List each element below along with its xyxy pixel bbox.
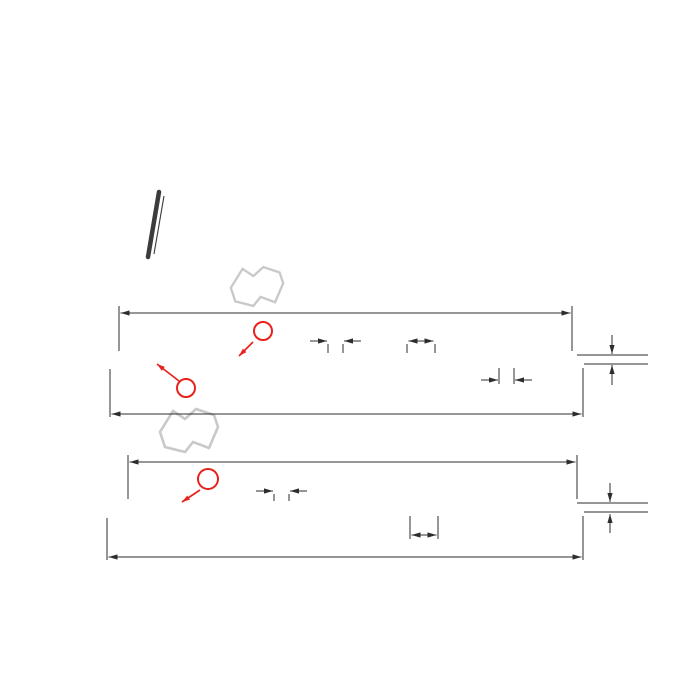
dimension-lines-bottom	[107, 455, 648, 560]
leader-a	[157, 364, 179, 381]
leader-r	[182, 490, 200, 502]
profile-3d-drawing	[148, 192, 164, 257]
sheet-left-edge	[148, 192, 159, 257]
callout-label-a	[176, 378, 196, 398]
leader-b	[239, 342, 253, 356]
dimension-lines-top	[110, 306, 648, 417]
callout-label-r	[197, 468, 219, 490]
callout-label-b	[253, 321, 273, 341]
